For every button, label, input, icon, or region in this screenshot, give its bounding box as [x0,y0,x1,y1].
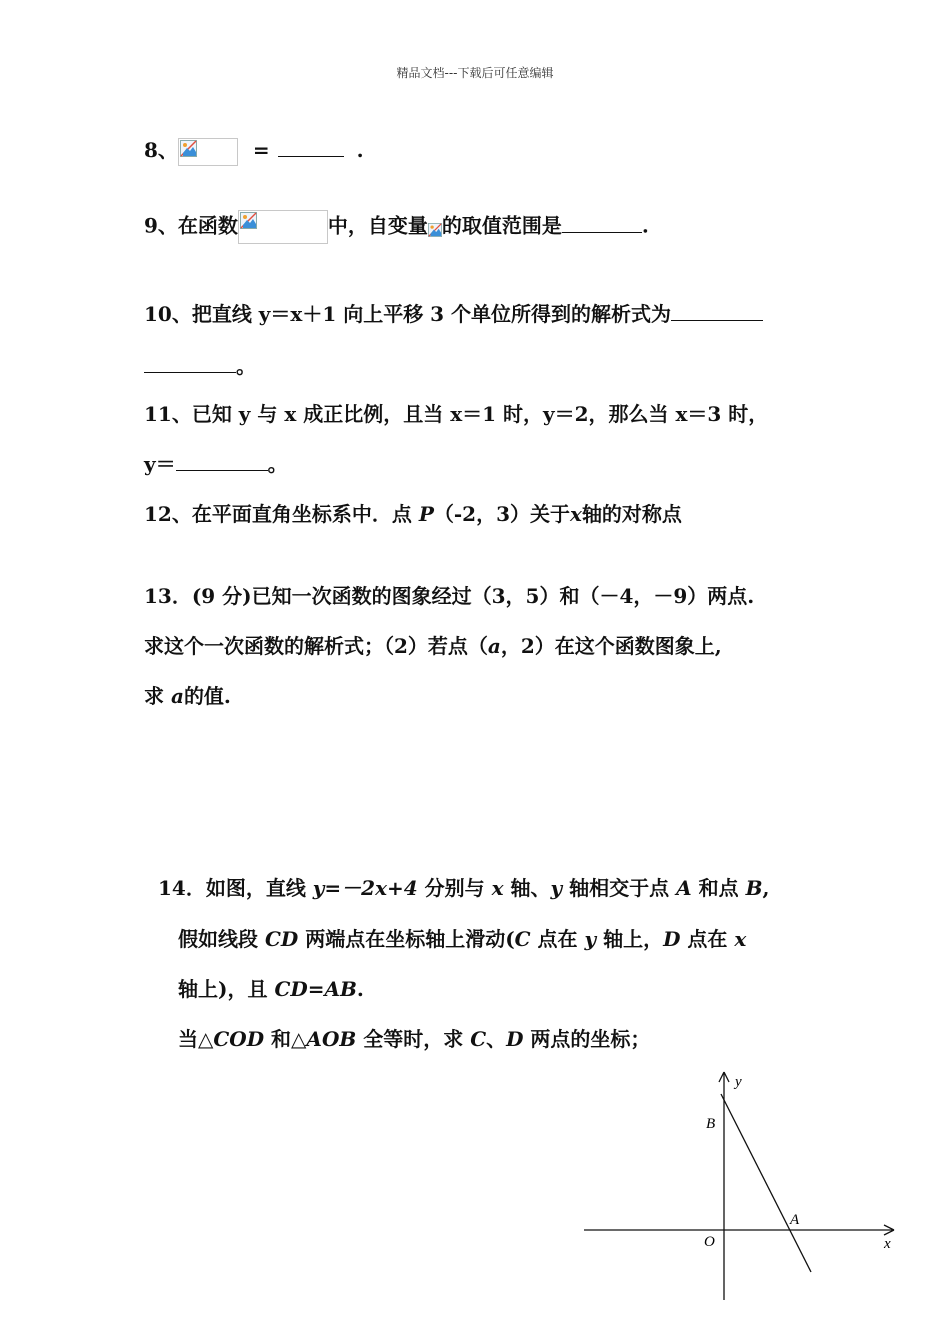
q14-text: 两端点在坐标轴上滑动( [298,927,515,951]
q14-point-c: C [514,927,531,951]
question-11 [144,400,768,428]
answer-blank [562,214,642,233]
q13-line3a: 求 [144,684,171,708]
question-10 [144,300,763,328]
q11-lead2: y＝ [144,452,176,476]
q9-lead: 9、在函数 [144,213,238,238]
question-13-line1 [144,582,754,610]
q14-text: 14．如图，直线 [158,876,313,900]
q14-y: y [550,876,563,900]
answer-blank [671,302,763,321]
question-13-line2 [144,632,722,660]
y-axis-label: y [735,1074,742,1090]
q14-text: 两点的坐标； [523,1027,651,1051]
broken-image-icon [238,210,328,244]
answer-blank [278,138,344,157]
q9-mid: 中，自变量 [327,213,428,238]
question-8 [144,136,364,166]
q12-c: 轴的对称点 [581,502,682,526]
q14-x: x [734,927,747,951]
q14-text: 、 [486,1027,507,1051]
line-ab [721,1094,811,1272]
q13-a: a [487,634,501,658]
q14-equation: y=－2x+4 [312,876,418,900]
q14-text: 全等时，求 [356,1027,471,1051]
question-13-line3 [144,682,231,710]
q14-text: 当△ [178,1027,214,1051]
q10-text: 10、把直线 y＝x＋1 向上平移 3 个单位所得到的解析式为 [144,302,672,326]
coordinate-figure [578,1066,908,1306]
point-b-label: B [706,1116,716,1132]
q9-tail: 的取值范围是 [441,213,562,238]
q14-y: y [584,927,597,951]
q14-text: 假如线段 [178,927,265,951]
broken-image-icon [428,223,442,237]
q10-end: 。 [236,354,256,378]
question-14-line3 [178,975,364,1003]
q14-text: 轴相交于点 [562,876,677,900]
q14-point-c: C [470,1027,487,1051]
q12-a: 12、在平面直角坐标系中．点 [144,502,412,526]
q14-point-a: A [676,876,692,900]
q13-line3b: 的值. [183,684,231,708]
broken-image-icon [178,138,238,166]
q14-text: 点在 [530,927,585,951]
question-12 [144,500,682,528]
q14-x: x [491,876,504,900]
q14-text: 和△ [264,1027,307,1051]
q14-text: 轴、 [503,876,551,900]
answer-blank [176,452,268,471]
q8-equals: = [252,138,270,162]
point-a-label: A [790,1212,800,1228]
q12-point-p: P [418,502,434,526]
q14-text: 和点 [691,876,746,900]
q14-text: 分别与 [417,876,492,900]
q13-line2: 求这个一次函数的解析式；（2）若点（ [144,634,488,658]
q12-b: （-2，3）关于 [433,502,570,526]
answer-blank [144,354,236,373]
q13-line1: 13．(9 分)已知一次函数的图象经过（3，5）和（－4，－9）两点. [144,584,755,608]
q14-triangle-aob: AOB [306,1027,357,1051]
question-14-line2 [178,925,746,953]
x-axis-label: x [884,1236,891,1252]
q13-line2b: ，2）在这个函数图象上, [500,634,722,658]
question-14-line1 [158,874,769,902]
q14-equation: CD=AB [274,977,357,1001]
q14-point-d: D [506,1027,524,1051]
question-14-line4 [178,1025,650,1053]
origin-label: O [704,1234,715,1250]
q14-text: 轴上， [596,927,664,951]
q14-point-b: B [745,876,763,900]
q14-point-d: D [663,927,681,951]
q14-text: , [762,876,770,900]
page-header: 精品文档---下载后可任意编辑 [396,66,554,80]
q8-period: . [356,138,364,162]
q11-text: 11、已知 y 与 x 成正比例，且当 x＝1 时，y＝2，那么当 x＝3 时， [144,402,769,426]
q8-number: 8、 [144,138,178,162]
question-10-cont [144,352,256,380]
q14-text: 点在 [680,927,735,951]
q14-text: . [356,977,364,1001]
question-9 [144,210,649,244]
q9-period: . [641,213,649,238]
q12-x: x [570,502,582,526]
question-11-cont [144,450,288,478]
q14-segment-cd: CD [264,927,299,951]
q13-a: a [170,684,184,708]
q14-triangle-cod: COD [213,1027,265,1051]
q11-end: 。 [267,452,288,476]
q14-text: 轴上)，且 [178,977,275,1001]
